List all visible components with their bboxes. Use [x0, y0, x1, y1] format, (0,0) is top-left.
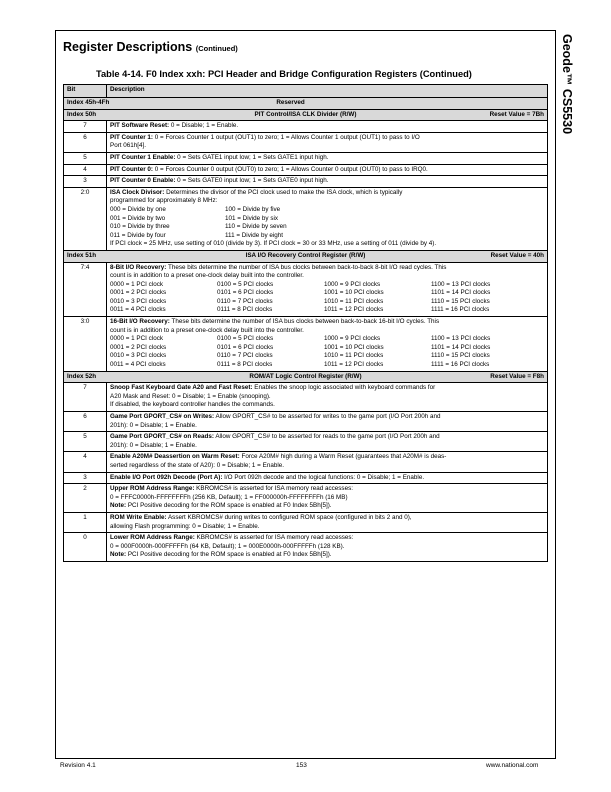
field-text: 0 = Forces Counter 0 output (OUT0) to zero; 1 = Allows Counter 0 output (OUT0) to pass to IRQ0.: [153, 165, 428, 173]
bit-row: [64, 176, 548, 188]
option-line: [110, 232, 544, 241]
bit-row: [64, 262, 548, 317]
bit-description: [107, 383, 548, 412]
field-text: These bits determine the number of ISA bus clocks between back-to-back 8-bit I/O read cycles. This: [166, 263, 447, 271]
description-line: serted regardless of the state of A20): 0 = Disable; 1 = Enable.: [110, 461, 284, 469]
option-value: 0111 = 8 PCI clocks: [217, 306, 273, 314]
bit-number: 2: [64, 484, 107, 513]
index-label: Index 50h: [67, 110, 97, 118]
option-value: 0110 = 7 PCI clocks: [217, 297, 273, 305]
bit-description: [107, 452, 548, 472]
field-name: Game Port GPORT_CS# on Writes:: [110, 413, 215, 420]
bit-row: [64, 121, 548, 133]
reserved-row: [64, 98, 548, 110]
field-text: 0 = Forces Counter 1 output (OUT1) to zero; 1 = Allows Counter 1 output (OUT1) to pass to I/O: [153, 133, 420, 141]
field-name: ROM Write Enable:: [110, 513, 167, 521]
field-name: Game Port GPORT_CS# on Reads:: [110, 433, 214, 441]
field-name: Enable I/O Port 092h Decode (Port A):: [110, 473, 223, 481]
field-text: Enables the snoop logic associated with keyboard commands for: [252, 384, 436, 392]
bit-number: 2:0: [64, 187, 107, 250]
description-line: count is in addition to a preset one-clock delay built into the controller.: [110, 272, 304, 280]
option-value: 0100 = 5 PCI clocks: [217, 280, 274, 288]
bit-description: [107, 121, 548, 133]
option-value: 101 = Divide by six: [225, 214, 279, 222]
field-name: 16-Bit I/O Recovery:: [110, 318, 170, 326]
bit-row: [64, 484, 548, 513]
bit-number: 0: [64, 533, 107, 562]
field-text: KBROMCS# is asserted for ISA memory read accesses:: [194, 534, 354, 542]
option-value: 0101 = 6 PCI clocks: [217, 289, 274, 297]
register-name: PIT Control/ISA CLK Divider (R/W): [254, 110, 357, 118]
description-line: 0 = 000F0000h-000FFFFFh (64 KB, Default); 1 = 000E0000h-000FFFFFh (128 KB).: [110, 542, 345, 550]
option-value: 010 = Divide by three: [110, 223, 170, 231]
field-text: Allow GPORT_CS# to be asserted for writes to the game port (I/O Port 200h and: [214, 413, 441, 420]
option-line: [110, 352, 544, 361]
field-name: Snoop Fast Keyboard Gate A20 and Fast Reset:: [110, 384, 253, 392]
bit-description: [107, 152, 548, 164]
description-line: [110, 264, 544, 273]
option-value: 0100 = 5 PCI clocks: [217, 335, 274, 343]
option-value: 1101 = 14 PCI clocks: [431, 289, 491, 297]
option-value: 1111 = 16 PCI clocks: [431, 361, 490, 369]
register-name: Reserved: [276, 99, 305, 106]
option-value: 0110 = 7 PCI clocks: [217, 352, 273, 360]
table-title: Table 4-14. F0 Index xxh: PCI Header and Bridge Configuration Registers (Continued): [96, 69, 472, 79]
index-label: Index 51h: [67, 251, 97, 259]
field-text: Determines the divisor of the PCI clock used to make the ISA clock, which is typically: [164, 188, 403, 196]
option-line: [110, 335, 544, 344]
option-value: 0001 = 2 PCI clocks: [110, 343, 167, 351]
bit-description: [107, 484, 548, 513]
description-line: Port 061h[4].: [110, 142, 147, 150]
bit-row: [64, 187, 548, 250]
bit-description: [107, 412, 548, 432]
option-line: [110, 206, 544, 215]
description-line: [110, 384, 544, 393]
option-value: 111 = Divide by eight: [225, 231, 284, 239]
side-title: Geode™ CS5530: [560, 34, 574, 135]
section-title: Register Descriptions (Continued): [63, 40, 238, 54]
field-text: Assert KBROMCS# during writes to configured ROM space (configured in bits 2 and 0),: [166, 513, 412, 521]
bit-row: [64, 512, 548, 532]
field-text: KBROMCS# is asserted for ISA memory read accesses:: [194, 485, 353, 493]
option-line: [110, 281, 544, 290]
option-value: 1101 = 14 PCI clocks: [431, 343, 491, 351]
bit-number: 3: [64, 176, 107, 188]
bit-header: Bit: [64, 85, 107, 98]
option-value: 0001 = 2 PCI clocks: [110, 289, 167, 297]
option-value: 1110 = 15 PCI clocks: [431, 297, 490, 305]
bit-row: [64, 533, 548, 562]
option-value: 1001 = 10 PCI clocks: [324, 343, 384, 351]
option-line: [110, 215, 544, 224]
option-value: 0010 = 3 PCI clocks: [110, 352, 167, 360]
bit-number: 5: [64, 152, 107, 164]
index-label: Index 52h: [67, 372, 97, 380]
option-line: [110, 223, 544, 232]
field-name: PIT Software Reset:: [110, 122, 170, 130]
table-header: [64, 85, 548, 98]
footer-revision: Revision 4.1: [60, 762, 96, 769]
option-value: 000 = Divide by one: [110, 205, 166, 213]
field-text: 0 = Disable; 1 = Enable.: [169, 122, 239, 130]
bit-number: 1: [64, 512, 107, 532]
note-text: PCI Positive decoding for the ROM space is enabled at F0 Index 5Bh[5]).: [126, 502, 332, 510]
field-text: Allow GPORT_CS# to be asserted for reads to the game port (I/O Port 200h and: [213, 433, 440, 441]
description-line: [110, 514, 544, 523]
option-value: 1111 = 16 PCI clocks: [431, 306, 490, 314]
bit-number: 4: [64, 164, 107, 176]
description-line: [110, 474, 544, 483]
bit-number: 6: [64, 132, 107, 152]
reset-value: Reset Value = F8h: [490, 372, 544, 380]
option-value: 0000 = 1 PCI clock: [110, 335, 164, 343]
option-value: 1000 = 9 PCI clocks: [324, 335, 381, 343]
bit-description: [107, 432, 548, 452]
bit-description: [107, 262, 548, 317]
bit-number: 6: [64, 412, 107, 432]
bit-row: [64, 412, 548, 432]
option-value: 0010 = 3 PCI clocks: [110, 297, 167, 305]
field-name: PIT Counter 0:: [110, 165, 154, 173]
field-name: PIT Counter 0 Enable:: [110, 177, 176, 185]
bit-number: 5: [64, 432, 107, 452]
field-text: Force A20M# high during a Warm Reset (guarantees that A20M# is deas-: [239, 453, 447, 461]
description-line: 201h): 0 = Disable; 1 = Enable.: [110, 421, 197, 429]
option-value: 0111 = 8 PCI clocks: [217, 361, 273, 369]
description-line: 0 = FFFC0000h-FFFFFFFFh (256 KB, Default); 1 = FF000000h-FFFFFFFFh (16 MB): [110, 493, 348, 501]
option-line: [110, 289, 544, 298]
option-value: 0011 = 4 PCI clocks: [110, 306, 166, 314]
reset-value: Reset Value = 40h: [490, 251, 544, 259]
option-value: 001 = Divide by two: [110, 214, 166, 222]
register-name: ISA I/O Recovery Control Register (R/W): [245, 251, 366, 259]
note-line: [110, 502, 544, 511]
register-index-row: [64, 250, 548, 262]
option-value: 1010 = 11 PCI clocks: [324, 297, 384, 305]
option-line: [110, 361, 544, 370]
bit-description: [107, 533, 548, 562]
option-value: 1011 = 12 PCI clocks: [324, 361, 384, 369]
description-line: If disabled, the keyboard controller handles the commands.: [110, 401, 275, 409]
field-text: 0 = Sets GATE1 input low; 1 = Sets GATE1 input high.: [175, 153, 329, 161]
bit-row: [64, 164, 548, 176]
field-name: 8-Bit I/O Recovery:: [110, 263, 167, 271]
option-value: 100 = Divide by five: [225, 205, 281, 213]
bit-number: 3:0: [64, 317, 107, 372]
description-header: Description: [107, 85, 548, 98]
bit-number: 4: [64, 452, 107, 472]
register-name: ROM/AT Logic Control Register (R/W): [249, 372, 362, 380]
description-line: A20 Mask and Reset: 0 = Disable; 1 = Enable (snooping).: [110, 392, 271, 400]
bit-row: [64, 452, 548, 472]
description-line: 201h): 0 = Disable; 1 = Enable.: [110, 441, 197, 449]
description-line: programmed for approximately 8 MHz:: [110, 197, 218, 205]
field-name: PIT Counter 1 Enable:: [110, 153, 176, 161]
option-value: 1100 = 13 PCI clocks: [431, 280, 491, 288]
description-line: [110, 154, 544, 163]
bit-row: [64, 472, 548, 484]
field-name: Enable A20M# Deassertion on Warm Reset:: [110, 453, 240, 461]
note-line: [110, 551, 544, 560]
bit-row: [64, 432, 548, 452]
note-label: Note:: [110, 502, 127, 510]
option-value: 1100 = 13 PCI clocks: [431, 335, 491, 343]
field-text: I/O Port 092h decode and the logical functions: 0 = Disable; 1 = Enable.: [222, 473, 425, 481]
reset-value: Reset Value = 7Bh: [489, 110, 544, 118]
option-value: 1010 = 11 PCI clocks: [324, 352, 384, 360]
description-line: [110, 453, 544, 462]
register-table: [63, 84, 548, 562]
bit-description: [107, 512, 548, 532]
field-name: Lower ROM Address Range:: [110, 534, 195, 542]
option-line: [110, 306, 544, 315]
description-line: [110, 122, 544, 131]
description-line: count is in addition to a preset one-clock delay built into the controller.: [110, 326, 304, 334]
description-line: If PCI clock = 25 MHz, use setting of 010 (divide by 3). If PCI clock = 30 or 33 MHz, use a setting of 011 (divide by 4).: [110, 240, 437, 248]
description-line: [110, 413, 544, 422]
bit-description: [107, 472, 548, 484]
description-line: [110, 534, 544, 543]
field-name: PIT Counter 1:: [110, 133, 154, 141]
bit-number: 7: [64, 383, 107, 412]
field-name: Upper ROM Address Range:: [110, 485, 195, 493]
bit-number: 3: [64, 472, 107, 484]
bit-row: [64, 152, 548, 164]
description-line: [110, 433, 544, 442]
index-label: Index 45h-4Fh: [67, 99, 110, 106]
bit-description: [107, 164, 548, 176]
description-line: [110, 177, 544, 186]
description-line: [110, 485, 544, 494]
option-line: [110, 298, 544, 307]
option-value: 110 = Divide by seven: [225, 223, 287, 231]
option-value: 1000 = 9 PCI clocks: [324, 280, 381, 288]
bit-row: [64, 132, 548, 152]
bit-row: [64, 383, 548, 412]
footer-url: www.national.com: [486, 762, 539, 769]
bit-number: 7:4: [64, 262, 107, 317]
footer-page-number: 153: [296, 762, 307, 769]
option-line: [110, 344, 544, 353]
register-index-row: [64, 109, 548, 121]
option-value: 1011 = 12 PCI clocks: [324, 306, 384, 314]
bit-description: [107, 132, 548, 152]
bit-description: [107, 176, 548, 188]
bit-description: [107, 187, 548, 250]
bit-description: [107, 317, 548, 372]
bit-row: [64, 317, 548, 372]
description-line: allowing Flash programming: 0 = Disable; 1 = Enable.: [110, 522, 260, 530]
option-value: 0000 = 1 PCI clock: [110, 280, 164, 288]
description-line: [110, 166, 544, 175]
register-index-row: [64, 371, 548, 383]
option-value: 0011 = 4 PCI clocks: [110, 361, 166, 369]
bit-number: 7: [64, 121, 107, 133]
field-text: These bits determine the number of ISA bus clocks between back-to-back 16-bit I/O cycles. This: [169, 318, 440, 326]
option-value: 011 = Divide by four: [110, 231, 166, 239]
option-value: 0101 = 6 PCI clocks: [217, 343, 274, 351]
note-text: PCI Positive decoding for the ROM space is enabled at F0 Index 5Bh[5]).: [126, 551, 332, 559]
option-value: 1001 = 10 PCI clocks: [324, 289, 384, 297]
field-name: ISA Clock Divisor:: [110, 188, 165, 196]
description-line: [110, 134, 544, 143]
description-line: [110, 189, 544, 198]
description-line: [110, 318, 544, 327]
note-label: Note:: [110, 551, 127, 559]
field-text: 0 = Sets GATE0 input low; 1 = Sets GATE0 input high.: [175, 177, 329, 185]
option-value: 1110 = 15 PCI clocks: [431, 352, 490, 360]
